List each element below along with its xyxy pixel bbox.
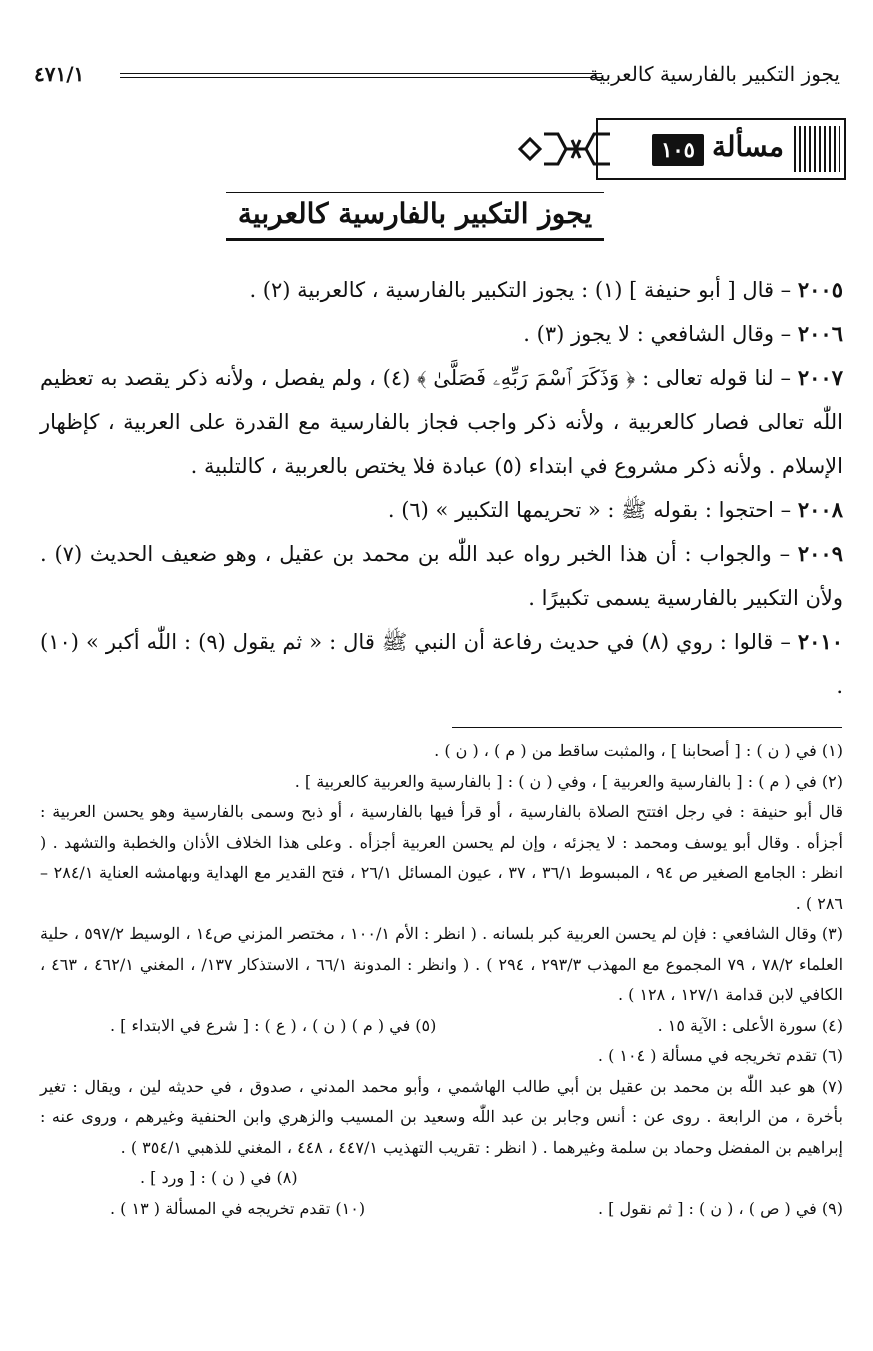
footnote-row bbox=[40, 1011, 843, 1042]
footnote: (٨) في ( ن ) : [ ورد ] . bbox=[140, 1168, 298, 1187]
paragraph bbox=[40, 620, 843, 708]
paragraph bbox=[40, 532, 843, 620]
running-title: يجوز التكبير بالفارسية كالعربية bbox=[588, 62, 840, 86]
footnote-row bbox=[40, 1163, 843, 1194]
title-top-rule bbox=[226, 192, 604, 193]
footnote: قال أبو حنيفة : في رجل افتتح الصلاة بالفارسية ، أو قرأ فيها بالفارسية ، أو ذبح وسمى بالفارسية وهو يحسن العربية : أجزأه . وقال أبو يوسف ومحمد : لا يجزئه ، وإن لم يحسن العربية أجزأه . وعلى هذا الخلاف الأذان والخطبة والتشهد . ( انظر : الجامع الصغير ص ٩٤ ، المبسوط ٣٦/١ ، ٣٧ ، عيون المسائل ٢٦/١ ، فتح القدير مع الهداية وبهامشه العناية ٢٨٤/١ – ٢٨٦ ) . bbox=[40, 802, 844, 913]
masala-banner bbox=[514, 118, 846, 180]
footnotes bbox=[40, 736, 843, 1224]
footnote: (٥) في ( م ) ( ن ) ، ( ع ) : [ شرع في الابتداء ] . bbox=[110, 1015, 437, 1035]
footnote: (٩) في ( ص ) ، ( ن ) : [ ثم نقول ] . bbox=[598, 1198, 843, 1218]
paragraph-text: – قال [ أبو حنيفة ] (١) : يجوز التكبير بالفارسية ، كالعربية (٢) . bbox=[249, 278, 792, 302]
banner-box bbox=[596, 118, 846, 180]
paragraph-text: – والجواب : أن هذا الخبر رواه عبد اللّٰه بن محمد بن عقيل ، وهو ضعيف الحديث (٧) . ولأن التكبير بالفارسية يسمى تكبيرًا . bbox=[40, 542, 843, 610]
paragraph bbox=[40, 356, 843, 488]
paragraph-text: – احتجوا : بقوله ﷺ : « تحريمها التكبير » (٦) . bbox=[387, 498, 792, 522]
paragraph-text: – وقال الشافعي : لا يجوز (٣) . bbox=[523, 322, 792, 346]
paragraph-number: ٢٠٠٦ bbox=[797, 321, 843, 346]
paragraph-number: ٢٠٠٧ bbox=[797, 365, 843, 390]
paragraph bbox=[40, 268, 843, 312]
footnote: (٧) هو عبد اللّٰه بن محمد بن عقيل بن أبي طالب الهاشمي ، وأبو محمد المدني ، صدوق ، في حديثه لين ، ويقال : تغير بأخرة ، من الرابعة . روى عن : أنس وجابر بن عبد اللّٰه وسعيد بن المسيب والزهري وابن الحنفية وغيرهم ، وروى عنه : إبراهيم بن المفضل وحماد بن سلمة وغيرهما . ( انظر : تقريب التهذيب ٤٤٧/١ ، ٤٤٨ ، المغني للذهبي ٣٥٤/١ ) . bbox=[40, 1076, 843, 1157]
masala-label: مسألة bbox=[711, 130, 784, 163]
running-header bbox=[34, 62, 840, 90]
footnote: (٣) وقال الشافعي : فإن لم يحسن العربية كبر بلسانه . ( انظر : الأم ١٠٠/١ ، مختصر المزني ص١٤ ، الوسيط ٥٩٧/٢ ، حلية العلماء ٧٨/٢ ، ٧٩ المجموع مع المهذب ٢٩٣/٣ ، ٢٩٤ ) . ( وانظر : المدونة ٦٦/١ ، الاستذكار ١٣٧/ ، المغني ٤٦٢/١ ، ٤٦٣ ، الكافي لابن قدامة ١٢٧/١ ، ١٢٨ ) . bbox=[40, 924, 844, 1004]
paragraph-number: ٢٠٠٨ bbox=[797, 497, 843, 522]
paragraph-text: – قالوا : روي (٨) في حديث رفاعة أن النبي ﷺ قال : « ثم يقول (٩) : اللّٰه أكبر » (١٠) . bbox=[40, 630, 843, 698]
paragraph-number: ٢٠٠٩ bbox=[797, 541, 843, 566]
header-double-rule bbox=[120, 73, 602, 78]
footnote: (٤) سورة الأعلى : الآية ١٥ . bbox=[657, 1015, 843, 1035]
paragraph bbox=[40, 312, 843, 356]
hatch-decoration bbox=[794, 126, 840, 172]
paragraph-number: ٢٠٠٥ bbox=[797, 277, 843, 302]
footnote-row bbox=[40, 1194, 843, 1225]
footnote: (١) في ( ن ) : [ أصحابنا ] ، والمثبت ساقط من ( م ) ، ( ن ) . bbox=[434, 741, 843, 760]
paragraph-text: – لنا قوله تعالى : ﴿ وَذَكَرَ ٱسْمَ رَبِّهِۦ فَصَلَّىٰ ﴾ (٤) ، ولم يفصل ، ولأنه ذكر يقصد به تعظيم اللّٰه تعالى فصار كالعربية ، ولأنه ذكر واجب فجاز بالفارسية مع القدرة على العربية ، كإظهار الإسلام . ولأنه ذكر مشروع في ابتداء (٥) عبادة فلا يختص بالعربية ، كالتلبية . bbox=[40, 366, 843, 478]
footnote-separator bbox=[452, 727, 842, 728]
masala-number: ١٠٥ bbox=[652, 134, 704, 166]
main-text bbox=[40, 268, 843, 708]
paragraph bbox=[40, 488, 843, 532]
footnote: (٢) في ( م ) : [ بالفارسية والعربية ] ، وفي ( ن ) : [ بالفارسية والعربية كالعربية ] . bbox=[294, 771, 843, 791]
page-title: يجوز التكبير بالفارسية كالعربية bbox=[237, 197, 593, 230]
paragraph-number: ٢٠١٠ bbox=[797, 629, 843, 654]
footnote: (٦) تقدم تخريجه في مسألة ( ١٠٤ ) . bbox=[597, 1046, 843, 1065]
footnote: (١٠) تقدم تخريجه في المسألة ( ١٣ ) . bbox=[110, 1198, 366, 1218]
page-number: ٤٧١/١ bbox=[34, 62, 85, 86]
title-underline bbox=[226, 238, 604, 241]
